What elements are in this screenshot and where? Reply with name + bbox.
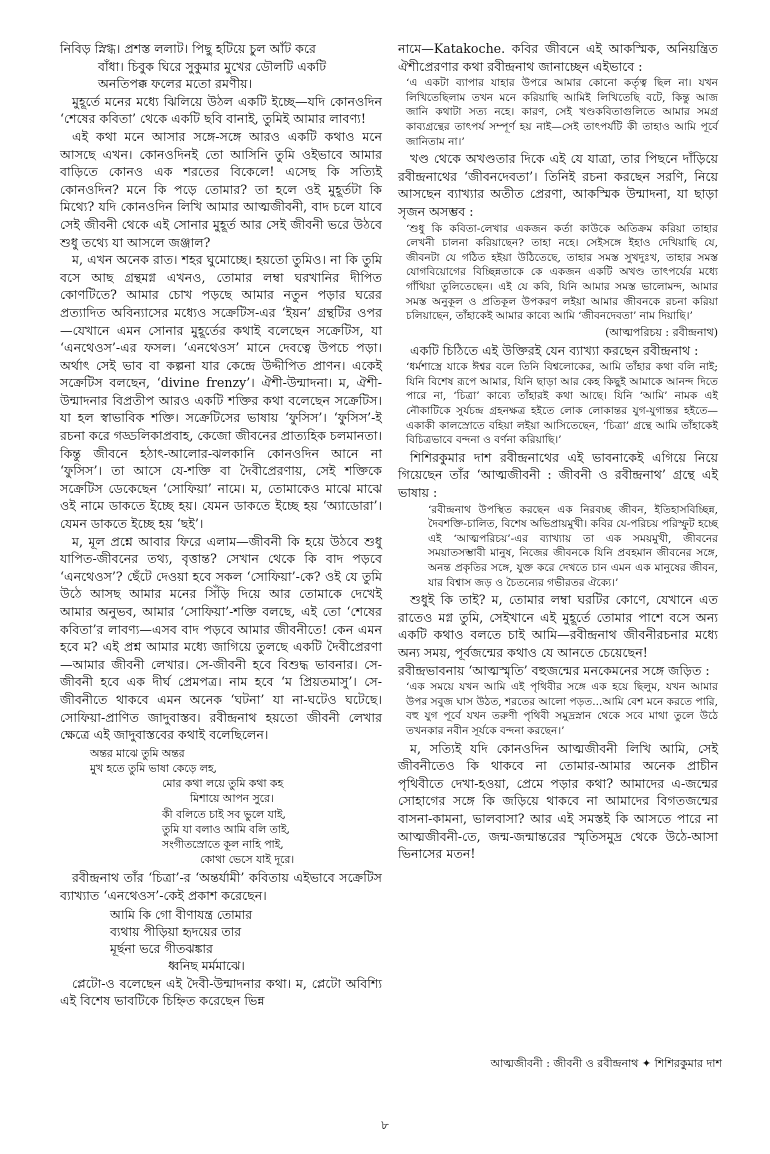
paragraph: ম, এখন অনেক রাত। শহর ঘুমোচ্ছে। হয়তো তুমিও। না কি তুমি বসে আছ গ্রন্থমগ্ন এখনও, তোমার লম্বা ঘরখানির দীপিত কোণটিতে? আমার চোখ পড়ছে আমার নতুন পড়ার ঘরের প্রত্যাদিত অবিন্যাসের মধ্যেও সক্রেটিস-এর ‘ইয়ন’ গ্রন্থটির ওপর—যেখানে এমন সোনার মুহূর্তের কথাই বলেছেন সক্রেটিস, যা ‘এনথেওস’-এর ফসল। ‘এনথেওস’ মানে দেবত্বে উপচে পড়া। অর্থাৎ সেই ভাব বা কল্পনা যার কেন্দ্রে উদ্দীপিত প্রাণন। একেই সক্রেটিস বলছেন, ‘divine frenzy’। ঐশী-উন্মাদনা। ম, ঐশী-উন্মাদনার বিপ্রতীপ আরও একটি শক্তির কথা বলেছেন সক্রেটিস। যা হল স্বাভাবিক শক্তি। সক্রেটিসের ভাষায় ‘ফুসিস’। ‘ফুসিস’-ই রচনা করে গড্ডলিকাপ্রবাহ, কেজো জীবনের প্রাত্যহিক চলমানতা। কিন্তু জীবনে হঠাৎ-আলোর-ঝলকানি কোনওদিন আনে না ‘ফুসিস’। তা আসে যে-শক্তি বা দৈবীপ্রেরণায়, সেই শক্তিকে সক্রেটিস ডেকেছেন ‘সোফিয়া’ নামে। ম, তোমাকেও মাঝে মাঝে ওই নামে ডাকতে ইচ্ছে হয়। যেমন ডাকতে ইচ্ছে হয় ‘অ্যাডোরা’। যেমন ডাকতে ইচ্ছে হয় ‘ছই’। [60, 252, 382, 532]
paragraph: একটি চিঠিতে এই উক্তিরই যেন ব্যাখ্যা করছেন রবীন্দ্রনাথ : [410, 342, 699, 358]
poem-line: তুমি যা বলাও আমি বলি তাই, [162, 822, 290, 836]
block-quote: ‘রবীন্দ্রনাথ উপস্থিত করছেন এক নিরবচ্ছ জীবন, ইতিহাসবিচ্ছিন্ন, দৈবশক্তি-চালিত, বিশেষ অভিপ্রায়মুখী। কবির যে-পরিচয় পরিস্ফুট হচ্ছে এই ‘আত্মপরিচয়’-এর ব্যাখ্যায় তা এক সময়মুখী, জীবনের সময়াতসম্ভাবী মানুষ, নিজের জীবনকে যিনি প্রবহমান জীবনের সঙ্গে, অনন্ত প্রকৃতির সঙ্গে, যুক্ত করে দেখতে চান এমন এক মানুষের জীবন, যার বিশ্বাস জড় ও চৈতন্যের গভীরতর ঐক্যে।’ [428, 503, 718, 589]
paragraph: খণ্ড থেকে অখণ্ডতার দিকে এই যে যাত্রা, তার পিছনে দাঁড়িয়ে রবীন্দ্রনাথের ‘জীবনদেবতা’। তিনিই রচনা করছেন সরণি, নিয়ে আসছেন ব্যাখ্যার অতীত প্রেরণা, আকস্মিক উন্মাদনা, যা ছাড়া সৃজন অসম্ভব : [398, 151, 718, 219]
poem-line: ব্যথায় পীড়িয়া হৃদয়ের তার [110, 923, 242, 939]
paragraph: রবীন্দ্রনাথ তাঁর ‘চিত্রা’-র ‘অন্তর্যামী’ কবিতায় এইভাবে সক্রেটিস ব্যাখ্যাত ‘এনথেওস’-কেই প্রকাশ করেছেন। [60, 870, 382, 903]
poem-line: ধ্বনিছ মর্মমাঝে। [168, 957, 245, 973]
right-column [398, 40, 718, 863]
block-quote: ‘এ একটা ব্যাপার যাহার উপরে আমার কোনো কর্তৃত্ব ছিল না। যখন লিখিতেছিলাম তখন মনে করিয়াছি আমিই লিখিতেছি বটে, কিন্তু আজ জানি কথাটা সত্য নহে। কারণ, সেই খণ্ডকবিতাগুলিতে আমার সমগ্র কাব্যগ্রন্থের তাৎপর্য সম্পূর্ণ হয় নাই—সেই তাৎপর্যটি কী তাহাও আমি পূর্বে জানিতাম না।’ [406, 77, 718, 148]
text-line: নিবিড় স্নিগ্ধ। প্রশস্ত ললাট। পিছু হটিয়ে চুল আঁট করে [60, 41, 316, 56]
paragraph: এই কথা মনে আসার সঙ্গে-সঙ্গে আরও একটি কথাও মনে আসছে এখন। কোনওদিনই তো আসিনি তুমি ওইভাবে আমার বাড়িতে কোনও এক শরতের বিকেলে! এসেছ কি সত্যিই কোনওদিন? মনে কি পড়ে তোমার? তা হলে ওই মুহূর্তটা কি মিথ্যে? যদি কোনওদিন লিখি আমার আত্মজীবনী, বাদ চলে যাবে সেই জীবনী থেকে এই সোনার মুহূর্ত আর সেই জীবনী ভরে উঠবে শুধু তথ্যে যা আসলে জঞ্জাল? [60, 128, 382, 250]
block-quote: ‘ধর্মশাস্ত্রে যাকে ঈশ্বর বলে তিনি বিশ্বলোকের, আমি তাঁহার কথা বলি নাই; যিনি বিশেষ রূপে আমার, যিনি ছাড়া আর কেহ কিছুই আমাকে আনন্দ দিতে পারে না, ‘চিত্রা’ কাব্যে তাঁহারই কথা আছে। যিনি ‘আমি’ নামক এই নৌকাটিকে সুর্যচন্দ্র গ্রহনক্ষত্র হইতে লোক লোকান্তর যুগ-যুগান্তর হইতে—একাকী কালস্রোতে বহিয়া লইয়া আসিতেছেন, ‘চিত্রা’ গ্রন্থে আমি তাঁহাকেই বিচিত্রভাবে বন্দনা ও বর্ণনা করিয়াছি।’ [406, 361, 718, 447]
text-line: অনতিপক্ক ফলের মতো রমণীয়। [98, 76, 253, 92]
left-column [60, 40, 382, 1010]
poem-line: মিশায়ে আপন সুরে। [190, 792, 274, 806]
quote-attribution: (আত্মপরিচয় : রবীন্দ্রনাথ) [605, 325, 718, 339]
poem-line: কোথা ভেসে যাই দূরে। [200, 853, 295, 867]
poem-line: অন্তর মাঝে তুমি অন্তর [90, 746, 185, 760]
block-quote: ‘শুধু কি কবিতা-লেখার একজন কর্তা কাউকে অতিক্রম করিয়া তাহার লেখনী চালনা করিয়াছেন? তাহা নহে। সেইসঙ্গে ইহাও দেখিয়াছি যে, জীবনটা যে গঠিত হইয়া উঠিতেছে, তাহার সমস্ত সুখদুঃখ, তাহার সমস্ত যোগবিয়োগের বিচ্ছিন্নতাকে কে একজন একটি অখণ্ড তাৎপর্যের মধ্যে গাঁথিয়া তুলিতেছেন। এই যে কবি, যিনি আমার সমস্ত ভালোমন্দ, আমার সমস্ত অনুকূল ও প্রতিকূল উপকরণ লইয়া আমার জীবনকে রচনা করিয়া চলিয়াছেন, তাঁহাকেই আমার কাব্যে আমি ‘জীবনদেবতা’ নাম দিয়াছি।’ [406, 222, 718, 323]
poem-line: মুখ হতে তুমি ভাষা কেড়ে লহ, [90, 761, 217, 775]
poem-antaryami [90, 746, 382, 868]
paragraph: শুধুই কি তাই? ম, তোমার লম্বা ঘরটির কোণে, যেখানে এত রাতেও মগ্ন তুমি, সেইখানে এই মুহূর্তে তোমার পাশে বসে অন্য একটি কথাও বলতে চাই আমি—রবীন্দ্রনাথ জীবনীরচনার মধ্যে অন্য সময়, পূর্বজন্মের কথাও যে আনতে চেয়েছেন! [398, 592, 718, 660]
paragraph: শিশিরকুমার দাশ রবীন্দ্রনাথের এই ভাবনাকেই এগিয়ে নিয়ে গিয়েছেন তাঁর ‘আত্মজীবনী : জীবনী ও রবীন্দ্রনাথ’ গ্রন্থে এই ভাষায় : [398, 449, 718, 501]
paragraph: নামে—Katakoche. কবির জীবনে এই আকস্মিক, অনিয়ন্ত্রিত ঐশীপ্রেরণার কথা রবীন্দ্রনাথ জানাচ্ছেন এইভাবে : [398, 41, 718, 74]
paragraph: ম, সত্যিই যদি কোনওদিন আত্মজীবনী লিখি আমি, সেই জীবনীতেও কি থাকবে না তোমার-আমার অনেক প্রাচীন পৃথিবীতে দেখা-হওয়া, প্রেমে পড়ার কথা? আমাদের এ-জন্মের সোহাগের সঙ্গে কি জড়িয়ে থাকবে না আমাদের বিগতজন্মের বাসনা-কামনা, ভালবাসা? আর এই সমস্তই কি আসতে পারে না আত্মজীবনী-তে, জন্ম-জন্মান্তরের স্মৃতিসমুদ্র থেকে উঠে-আসা ভিনাসের মতন! [398, 740, 718, 862]
paragraph: ম, মূল প্রশ্নে আবার ফিরে এলাম—জীবনী কি হয়ে উঠবে শুধু যাপিত-জীবনের তথ্য, বৃত্তান্ত? সেখান থেকে কি বাদ পড়বে ‘এনথেওস’? ছেঁটে দেওয়া হবে সকল ‘সোফিয়া’-কে? ওই যে তুমি উঠে আসছ আমার মনের সিঁড়ি দিয়ে আর তোমাকে দেখেই আমার অনুভব, আমার ‘সোফিয়া’-শক্তি বলছে, এই তো ‘শেষের কবিতা’র লাবণ্য—এসব বাদ পড়বে আমার জীবনীতে! কেন এমন হবে ম? এই প্রশ্ন আমার মধ্যে জাগিয়ে তুলছে একটি দৈবীপ্রেরণা—আমার জীবনী লেখার। সে-জীবনী হবে বিশুদ্ধ ভাবনার। সে-জীবনী হবে এক দীর্ঘ প্রেমপত্র। নাম হবে ‘ম প্রিয়তমাসু’। সে-জীবনীতে থাকবে এমন অনেক ‘ঘটনা’ যা না-ঘটেও ঘটেছে। সোফিয়া-প্রাণিত জাদুবাস্তব। রবীন্দ্রনাথ হয়তো জীবনী লেখার ক্ষেত্রে এই জাদুবাস্তবের কথাই বলেছিলেন। [60, 533, 382, 743]
paragraph-portrait [60, 40, 382, 93]
paragraph: রবীন্দ্রভাবনায় ‘আত্মস্মৃতি’ বহুজন্মের মনকেমনের সঙ্গে জড়িত : [398, 662, 710, 678]
poem-line: আমি কি গো বীণাযন্ত্র তোমার [110, 906, 253, 922]
page-number: ৮ [381, 1118, 389, 1132]
poem-line: মোর কথা লয়ে তুমি কথা কহ [162, 777, 284, 791]
running-footer: আত্মজীবনী : জীবনী ও রবীন্দ্রনাথ ✦ শিশিরকুমার দাশ [490, 1057, 722, 1070]
poem-line: মূর্ছনা ভরে গীতঝঙ্কার [110, 940, 213, 956]
poem-line: সংগীতস্রোতে কূল নাহি পাই, [162, 837, 284, 851]
paragraph: মুহূর্তে মনের মধ্যে ঝিলিয়ে উঠল একটি ইচ্ছে—যদি কোনওদিন ‘শেষের কবিতা’ থেকে একটি ছবি বানাই, তুমিই আমার লাবণ্য! [60, 93, 382, 127]
block-quote: ‘এক সময়ে যখন আমি এই পৃথিবীর সঙ্গে এক হয়ে ছিলুম, যখন আমার উপর সবুজ ঘাস উঠত, শরতের আলো পড়ত...আমি বেশ মনে করতে পারি, বহু যুগ পূর্বে যখন তরুণী পৃথিবী সমুদ্রস্নান থেকে সবে মাথা তুলে উঠে তখনকার নবীন সূর্যকে বন্দনা করছেন।’ [406, 681, 718, 737]
text-line: বাঁধা। চিবুক ঘিরে সুকুমার মুখের ডৌলটি একটি [98, 58, 327, 74]
poem-vinayantra [110, 906, 382, 974]
poem-line: কী বলিতে চাই সব ভুলে যাই, [162, 807, 286, 821]
paragraph: প্লেটো-ও বলেছেন এই দৈবী-উন্মাদনার কথা। ম, প্লেটো অবিশ্যি এই বিশেষ ভাবটিকে চিহ্নিত করেছেন ভিন্ন [60, 975, 382, 1009]
